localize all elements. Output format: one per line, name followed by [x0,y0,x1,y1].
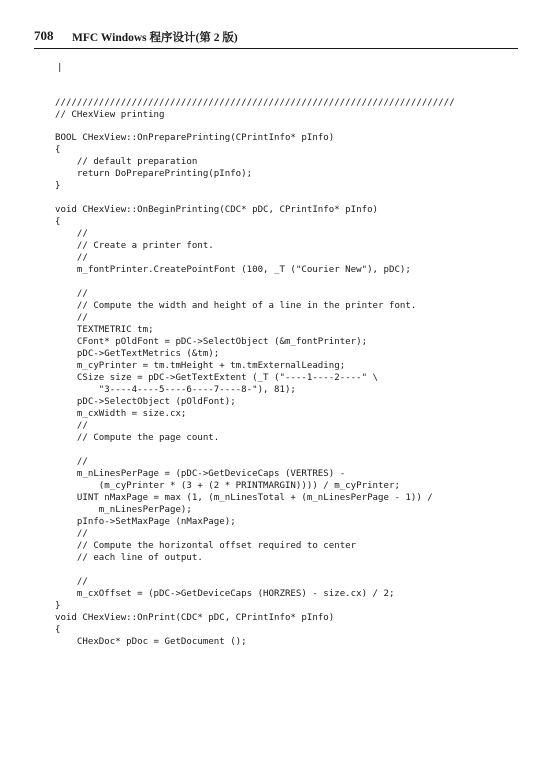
code-line: // [55,529,88,539]
code-line: m_nLinesPerPage = (pDC->GetDeviceCaps (VERTRES) - [55,469,346,479]
book-title: MFC Windows 程序设计(第 2 版) [72,32,238,44]
code-line: BOOL CHexView::OnPreparePrinting(CPrintInfo* pInfo) [55,133,335,143]
code-line: // Create a printer font. [55,241,214,251]
code-line: CSize size = pDC->GetTextExtent (_T ("----1----2----" \ [55,373,379,383]
code-line: ///////////////////////////////////////////////////////////////////////// [55,98,455,108]
code-line: CHexDoc* pDoc = GetDocument (); [55,637,247,647]
code-line: pInfo->SetMaxPage (nMaxPage); [55,517,236,527]
code-line: void CHexView::OnBeginPrinting(CDC* pDC, CPrintInfo* pInfo) [55,205,379,215]
code-line: } [55,601,61,611]
code-line: m_cyPrinter = tm.tmHeight + tm.tmExternalLeading; [55,361,346,371]
code-line: CFont* pOldFont = pDC->SelectObject (&m_fontPrinter); [55,337,368,347]
code-line: // [55,253,88,263]
code-line: // Compute the width and height of a line in the printer font. [55,301,417,311]
code-line: // [55,577,88,587]
code-line: void CHexView::OnPrint(CDC* pDC, CPrintInfo* pInfo) [55,613,335,623]
code-line: m_fontPrinter.CreatePointFont (100, _T ("Courier New"), pDC); [55,265,411,275]
code-line: // Compute the page count. [55,433,220,443]
code-line: // each line of output. [55,553,203,563]
code-line: m_nLinesPerPage); [55,505,192,515]
code-line: // [55,457,88,467]
code-line: // [55,421,88,431]
code-line: m_cxOffset = (pDC->GetDeviceCaps (HORZRES) - size.cx) / 2; [55,589,395,599]
code-line: return DoPreparePrinting(pInfo); [55,169,253,179]
code-line: pDC->SelectObject (pOldFont); [55,397,236,407]
code-line: // CHexView printing [55,110,165,120]
code-line: // default preparation [55,157,198,167]
code-line: m_cxWidth = size.cx; [55,409,187,419]
code-line: | [57,63,63,73]
code-line: (m_cyPrinter * (3 + (2 * PRINTMARGIN)))) / m_cyPrinter; [55,481,400,491]
code-line: UINT nMaxPage = max (1, (m_nLinesTotal + (m_nLinesPerPage - 1)) / [55,493,433,503]
code-line: { [55,625,61,635]
code-line: { [55,145,61,155]
page-header [34,26,518,49]
page-number: 708 [34,28,54,43]
code-line: TEXTMETRIC tm; [55,325,154,335]
code-line: // Compute the horizontal offset required to center [55,541,357,551]
code-line: // [55,313,88,323]
code-line: } [55,181,61,191]
code-line: // [55,229,88,239]
code-line: pDC->GetTextMetrics (&tm); [55,349,220,359]
code-line: "3----4----5----6----7----8-"), 81); [55,385,296,395]
code-line: { [55,217,61,227]
code-line: // [55,289,88,299]
